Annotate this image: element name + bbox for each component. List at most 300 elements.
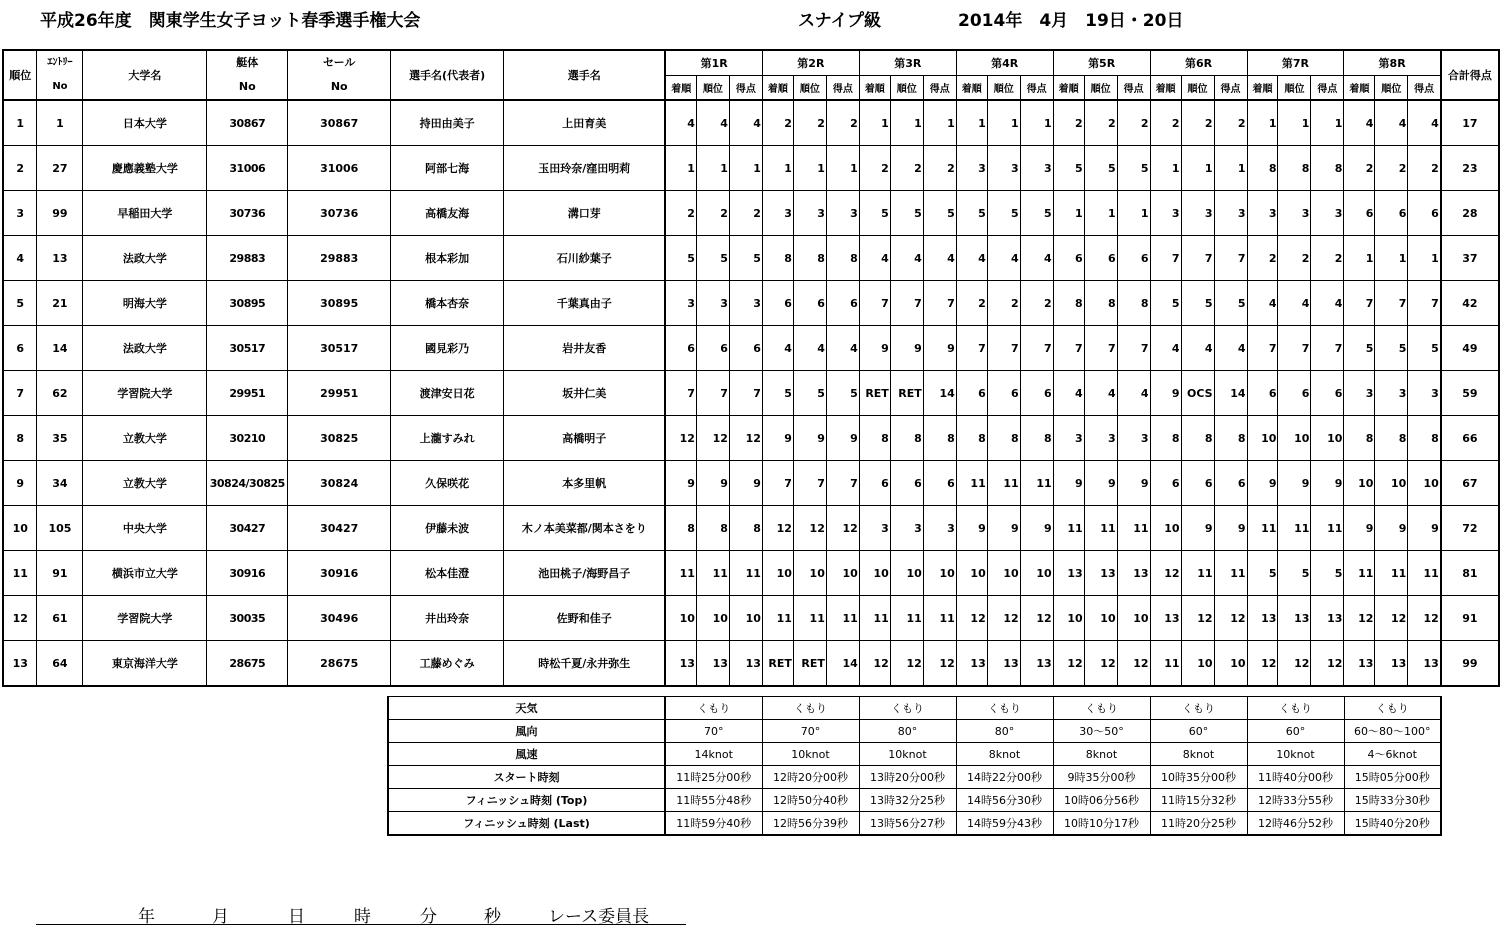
race-8-points-cell: 8: [1408, 416, 1441, 461]
sail-cell: 29951: [288, 371, 391, 416]
race-1-finish-cell: 7: [665, 371, 696, 416]
condition-value: 30～50°: [1053, 720, 1150, 743]
race-6-position-cell: OCS: [1181, 371, 1214, 416]
header-skipper: 選手名(代表者): [391, 50, 504, 100]
race-4-points-cell: 5: [1020, 191, 1053, 236]
race-5-finish-cell: 7: [1053, 326, 1084, 371]
hull-cell: 30210: [207, 416, 288, 461]
race-2-finish-cell: 1: [762, 146, 793, 191]
race-6-points-cell: 8: [1214, 416, 1247, 461]
race-3-points-cell: 8: [923, 416, 956, 461]
condition-value: 70°: [762, 720, 859, 743]
race-4-points-cell: 10: [1020, 551, 1053, 596]
entry-cell: 14: [37, 326, 83, 371]
race-1-points-cell: 10: [729, 596, 762, 641]
result-row: [3, 551, 1499, 596]
condition-value: 11時59分40秒: [665, 812, 762, 836]
rank-cell: 11: [3, 551, 37, 596]
crew-cell: 岩井友香: [504, 326, 666, 371]
condition-value: 60°: [1247, 720, 1344, 743]
total-cell: 42: [1441, 281, 1499, 326]
race-2-position-cell: 12: [793, 506, 826, 551]
race-8-position-cell: 3: [1375, 371, 1408, 416]
race-3-points-cell: 14: [923, 371, 956, 416]
race-4-points-cell: 2: [1020, 281, 1053, 326]
hull-cell: 31006: [207, 146, 288, 191]
race-7-position-cell: 9: [1278, 461, 1311, 506]
race-7-position-cell: 2: [1278, 236, 1311, 281]
race-7-finish-cell: 7: [1247, 326, 1278, 371]
crew-cell: 池田桃子/海野昌子: [504, 551, 666, 596]
sail-cell: 28675: [288, 641, 391, 687]
race-4-finish-cell: 10: [956, 551, 987, 596]
race-7-finish-cell: 2: [1247, 236, 1278, 281]
condition-label: 風速: [388, 743, 665, 766]
race-5-finish-cell: 3: [1053, 416, 1084, 461]
skipper-cell: 根本彩加: [391, 236, 504, 281]
race-5-position-cell: 10: [1084, 596, 1117, 641]
race-2-points-cell: 3: [826, 191, 859, 236]
header-hull-line2: No: [238, 80, 256, 93]
footer-signature-label: レース委員長: [548, 907, 650, 927]
total-cell: 81: [1441, 551, 1499, 596]
race-4-points-cell: 7: [1020, 326, 1053, 371]
race-6-points-cell: 6: [1214, 461, 1247, 506]
condition-row: [388, 812, 1441, 836]
sail-cell: 30496: [288, 596, 391, 641]
race-6-sub-header: 順位: [1181, 76, 1214, 101]
rank-cell: 5: [3, 281, 37, 326]
university-cell: 法政大学: [83, 326, 207, 371]
race-1-position-cell: 8: [696, 506, 729, 551]
race-5-points-cell: 11: [1117, 506, 1150, 551]
result-row: [3, 371, 1499, 416]
race-5-finish-cell: 11: [1053, 506, 1084, 551]
race-3-points-cell: 3: [923, 506, 956, 551]
race-7-points-cell: 3: [1311, 191, 1344, 236]
crew-cell: 坂井仁美: [504, 371, 666, 416]
skipper-cell: 工藤めぐみ: [391, 641, 504, 687]
race-4-finish-cell: 12: [956, 596, 987, 641]
race-2-position-cell: RET: [793, 641, 826, 687]
condition-value: 80°: [859, 720, 956, 743]
race-4-position-cell: 5: [987, 191, 1020, 236]
race-7-finish-cell: 4: [1247, 281, 1278, 326]
footer-hour: 時: [354, 907, 371, 927]
race-6-position-cell: 4: [1181, 326, 1214, 371]
race-7-finish-cell: 3: [1247, 191, 1278, 236]
race-4-position-cell: 7: [987, 326, 1020, 371]
entry-cell: 91: [37, 551, 83, 596]
race-header-7: 第7R: [1247, 50, 1344, 76]
footer-second: 秒: [484, 907, 501, 927]
race-2-finish-cell: 9: [762, 416, 793, 461]
race-7-finish-cell: 8: [1247, 146, 1278, 191]
race-8-position-cell: 12: [1375, 596, 1408, 641]
skipper-cell: 高橋友海: [391, 191, 504, 236]
result-row: [3, 281, 1499, 326]
race-6-finish-cell: 7: [1150, 236, 1181, 281]
sail-cell: 29883: [288, 236, 391, 281]
race-8-position-cell: 8: [1375, 416, 1408, 461]
university-cell: 東京海洋大学: [83, 641, 207, 687]
race-7-sub-header: 着順: [1247, 76, 1278, 101]
class-name: スナイプ級: [798, 11, 881, 31]
race-1-points-cell: 9: [729, 461, 762, 506]
result-row: [3, 641, 1499, 687]
race-4-position-cell: 10: [987, 551, 1020, 596]
rank-cell: 10: [3, 506, 37, 551]
condition-value: くもり: [1053, 697, 1150, 720]
race-5-points-cell: 7: [1117, 326, 1150, 371]
rank-cell: 1: [3, 100, 37, 146]
race-2-finish-cell: 4: [762, 326, 793, 371]
race-3-points-cell: 6: [923, 461, 956, 506]
race-6-position-cell: 1: [1181, 146, 1214, 191]
race-4-finish-cell: 1: [956, 100, 987, 146]
race-2-sub-header: 着順: [762, 76, 793, 101]
race-header-2: 第2R: [762, 50, 859, 76]
race-5-sub-header: 着順: [1053, 76, 1084, 101]
race-1-finish-cell: 5: [665, 236, 696, 281]
result-row: [3, 146, 1499, 191]
condition-value: くもり: [859, 697, 956, 720]
condition-value: 70°: [665, 720, 762, 743]
race-3-finish-cell: 3: [859, 506, 890, 551]
race-8-points-cell: 3: [1408, 371, 1441, 416]
race-6-points-cell: 4: [1214, 326, 1247, 371]
race-6-finish-cell: 13: [1150, 596, 1181, 641]
condition-value: 60°: [1150, 720, 1247, 743]
sail-cell: 30736: [288, 191, 391, 236]
condition-value: 14knot: [665, 743, 762, 766]
race-4-finish-cell: 13: [956, 641, 987, 687]
race-4-points-cell: 1: [1020, 100, 1053, 146]
race-7-finish-cell: 10: [1247, 416, 1278, 461]
race-2-points-cell: 8: [826, 236, 859, 281]
race-4-points-cell: 8: [1020, 416, 1053, 461]
skipper-cell: 久保咲花: [391, 461, 504, 506]
total-cell: 49: [1441, 326, 1499, 371]
race-header-6: 第6R: [1150, 50, 1247, 76]
race-8-position-cell: 4: [1375, 100, 1408, 146]
race-2-position-cell: 11: [793, 596, 826, 641]
race-5-position-cell: 13: [1084, 551, 1117, 596]
total-cell: 23: [1441, 146, 1499, 191]
crew-cell: 千葉真由子: [504, 281, 666, 326]
race-8-position-cell: 1: [1375, 236, 1408, 281]
race-1-finish-cell: 1: [665, 146, 696, 191]
race-8-sub-header: 得点: [1408, 76, 1441, 101]
result-row: [3, 100, 1499, 146]
race-8-finish-cell: 3: [1344, 371, 1375, 416]
race-3-position-cell: 1: [890, 100, 923, 146]
header-entry: [37, 50, 83, 100]
race-5-points-cell: 13: [1117, 551, 1150, 596]
race-8-finish-cell: 1: [1344, 236, 1375, 281]
race-5-finish-cell: 10: [1053, 596, 1084, 641]
rank-cell: 13: [3, 641, 37, 687]
sail-cell: 31006: [288, 146, 391, 191]
crew-cell: 上田育美: [504, 100, 666, 146]
race-7-position-cell: 8: [1278, 146, 1311, 191]
race-4-position-cell: 8: [987, 416, 1020, 461]
race-3-finish-cell: 4: [859, 236, 890, 281]
race-7-position-cell: 7: [1278, 326, 1311, 371]
university-cell: 横浜市立大学: [83, 551, 207, 596]
footer-day: 日: [288, 907, 305, 927]
race-6-finish-cell: 12: [1150, 551, 1181, 596]
race-5-points-cell: 12: [1117, 641, 1150, 687]
race-4-position-cell: 1: [987, 100, 1020, 146]
race-7-finish-cell: 13: [1247, 596, 1278, 641]
total-cell: 17: [1441, 100, 1499, 146]
race-3-position-cell: 9: [890, 326, 923, 371]
race-4-position-cell: 6: [987, 371, 1020, 416]
total-cell: 59: [1441, 371, 1499, 416]
race-5-points-cell: 3: [1117, 416, 1150, 461]
sail-cell: 30825: [288, 416, 391, 461]
event-title: 平成26年度 関東学生女子ヨット春季選手権大会: [40, 11, 421, 31]
race-1-points-cell: 11: [729, 551, 762, 596]
race-1-position-cell: 11: [696, 551, 729, 596]
race-6-finish-cell: 3: [1150, 191, 1181, 236]
total-cell: 99: [1441, 641, 1499, 687]
hull-cell: 30824/30825: [207, 461, 288, 506]
rank-cell: 8: [3, 416, 37, 461]
entry-cell: 13: [37, 236, 83, 281]
race-6-finish-cell: 9: [1150, 371, 1181, 416]
race-5-points-cell: 6: [1117, 236, 1150, 281]
race-8-points-cell: 4: [1408, 100, 1441, 146]
condition-value: くもり: [665, 697, 762, 720]
condition-row: [388, 789, 1441, 812]
race-7-points-cell: 9: [1311, 461, 1344, 506]
total-cell: 67: [1441, 461, 1499, 506]
race-5-position-cell: 12: [1084, 641, 1117, 687]
race-7-points-cell: 2: [1311, 236, 1344, 281]
race-4-points-cell: 13: [1020, 641, 1053, 687]
rank-cell: 6: [3, 326, 37, 371]
race-1-position-cell: 3: [696, 281, 729, 326]
race-3-position-cell: 5: [890, 191, 923, 236]
race-8-finish-cell: 8: [1344, 416, 1375, 461]
entry-cell: 99: [37, 191, 83, 236]
rank-cell: 7: [3, 371, 37, 416]
race-5-finish-cell: 8: [1053, 281, 1084, 326]
race-4-points-cell: 11: [1020, 461, 1053, 506]
race-1-points-cell: 13: [729, 641, 762, 687]
race-1-points-cell: 4: [729, 100, 762, 146]
race-7-finish-cell: 9: [1247, 461, 1278, 506]
condition-value: 11時40分00秒: [1247, 766, 1344, 789]
race-8-position-cell: 2: [1375, 146, 1408, 191]
rank-cell: 12: [3, 596, 37, 641]
race-5-finish-cell: 2: [1053, 100, 1084, 146]
race-3-points-cell: 5: [923, 191, 956, 236]
skipper-cell: 伊藤未波: [391, 506, 504, 551]
race-5-finish-cell: 5: [1053, 146, 1084, 191]
condition-value: 10knot: [762, 743, 859, 766]
race-3-finish-cell: 9: [859, 326, 890, 371]
race-8-position-cell: 6: [1375, 191, 1408, 236]
sail-cell: 30517: [288, 326, 391, 371]
condition-value: 13時32分25秒: [859, 789, 956, 812]
entry-cell: 105: [37, 506, 83, 551]
condition-row: [388, 743, 1441, 766]
condition-label: フィニッシュ時刻 (Last): [388, 812, 665, 836]
hull-cell: 28675: [207, 641, 288, 687]
race-6-position-cell: 2: [1181, 100, 1214, 146]
race-5-points-cell: 1: [1117, 191, 1150, 236]
entry-cell: 64: [37, 641, 83, 687]
race-7-position-cell: 1: [1278, 100, 1311, 146]
skipper-cell: 橋本杏奈: [391, 281, 504, 326]
condition-value: くもり: [956, 697, 1053, 720]
sail-cell: 30916: [288, 551, 391, 596]
skipper-cell: 國見彩乃: [391, 326, 504, 371]
race-1-sub-header: 得点: [729, 76, 762, 101]
race-7-finish-cell: 1: [1247, 100, 1278, 146]
race-4-sub-header: 順位: [987, 76, 1020, 101]
race-2-finish-cell: 8: [762, 236, 793, 281]
university-cell: 慶應義塾大学: [83, 146, 207, 191]
race-3-points-cell: 10: [923, 551, 956, 596]
condition-value: 11時25分00秒: [665, 766, 762, 789]
race-6-points-cell: 1: [1214, 146, 1247, 191]
race-6-finish-cell: 5: [1150, 281, 1181, 326]
condition-value: くもり: [1247, 697, 1344, 720]
crew-cell: 木ノ本美菜都/関本さをり: [504, 506, 666, 551]
footer-year: 年: [138, 907, 155, 927]
header-total: 合計得点: [1441, 50, 1499, 100]
skipper-cell: 阿部七海: [391, 146, 504, 191]
condition-value: 12時56分39秒: [762, 812, 859, 836]
race-2-finish-cell: 3: [762, 191, 793, 236]
race-4-sub-header: 着順: [956, 76, 987, 101]
race-1-finish-cell: 12: [665, 416, 696, 461]
race-5-finish-cell: 9: [1053, 461, 1084, 506]
race-4-position-cell: 12: [987, 596, 1020, 641]
race-6-position-cell: 3: [1181, 191, 1214, 236]
condition-value: 8knot: [1053, 743, 1150, 766]
race-3-points-cell: 9: [923, 326, 956, 371]
condition-row: [388, 720, 1441, 743]
footer-minute: 分: [420, 907, 437, 927]
condition-row: [388, 697, 1441, 720]
race-8-points-cell: 7: [1408, 281, 1441, 326]
race-1-position-cell: 4: [696, 100, 729, 146]
race-4-points-cell: 12: [1020, 596, 1053, 641]
race-7-finish-cell: 5: [1247, 551, 1278, 596]
race-5-position-cell: 5: [1084, 146, 1117, 191]
race-6-position-cell: 9: [1181, 506, 1214, 551]
condition-value: 15時40分20秒: [1344, 812, 1441, 836]
event-date: 2014年 4月 19日・20日: [958, 11, 1184, 31]
race-4-finish-cell: 8: [956, 416, 987, 461]
race-3-finish-cell: 1: [859, 100, 890, 146]
race-3-position-cell: 6: [890, 461, 923, 506]
race-8-finish-cell: 10: [1344, 461, 1375, 506]
race-6-position-cell: 8: [1181, 416, 1214, 461]
condition-value: 12時50分40秒: [762, 789, 859, 812]
race-1-finish-cell: 8: [665, 506, 696, 551]
race-1-finish-cell: 3: [665, 281, 696, 326]
race-3-points-cell: 4: [923, 236, 956, 281]
condition-label: 天気: [388, 697, 665, 720]
race-7-points-cell: 5: [1311, 551, 1344, 596]
race-4-position-cell: 4: [987, 236, 1020, 281]
condition-label: 風向: [388, 720, 665, 743]
race-5-points-cell: 4: [1117, 371, 1150, 416]
race-2-finish-cell: 11: [762, 596, 793, 641]
race-4-points-cell: 4: [1020, 236, 1053, 281]
race-7-finish-cell: 6: [1247, 371, 1278, 416]
hull-cell: 30736: [207, 191, 288, 236]
condition-value: 12時20分00秒: [762, 766, 859, 789]
condition-value: 13時56分27秒: [859, 812, 956, 836]
conditions-table: [387, 696, 1442, 836]
race-3-finish-cell: 11: [859, 596, 890, 641]
condition-value: 14時22分00秒: [956, 766, 1053, 789]
race-1-finish-cell: 4: [665, 100, 696, 146]
race-6-sub-header: 得点: [1214, 76, 1247, 101]
race-8-finish-cell: 7: [1344, 281, 1375, 326]
race-4-sub-header: 得点: [1020, 76, 1053, 101]
crew-cell: 溝口芽: [504, 191, 666, 236]
race-7-position-cell: 13: [1278, 596, 1311, 641]
race-6-points-cell: 14: [1214, 371, 1247, 416]
header-university: 大学名: [83, 50, 207, 100]
condition-value: 11時15分32秒: [1150, 789, 1247, 812]
race-header-3: 第3R: [859, 50, 956, 76]
race-8-points-cell: 2: [1408, 146, 1441, 191]
race-8-points-cell: 13: [1408, 641, 1441, 687]
race-6-points-cell: 11: [1214, 551, 1247, 596]
race-4-position-cell: 9: [987, 506, 1020, 551]
race-1-finish-cell: 11: [665, 551, 696, 596]
race-4-finish-cell: 9: [956, 506, 987, 551]
header-sail-line2: No: [330, 80, 348, 93]
race-6-points-cell: 12: [1214, 596, 1247, 641]
university-cell: 明海大学: [83, 281, 207, 326]
race-6-finish-cell: 11: [1150, 641, 1181, 687]
race-1-position-cell: 1: [696, 146, 729, 191]
condition-value: 12時33分55秒: [1247, 789, 1344, 812]
condition-value: 10時10分17秒: [1053, 812, 1150, 836]
condition-value: 8knot: [956, 743, 1053, 766]
race-4-finish-cell: 11: [956, 461, 987, 506]
race-5-finish-cell: 13: [1053, 551, 1084, 596]
entry-cell: 35: [37, 416, 83, 461]
race-6-position-cell: 7: [1181, 236, 1214, 281]
race-5-sub-header: 得点: [1117, 76, 1150, 101]
race-6-points-cell: 5: [1214, 281, 1247, 326]
race-5-sub-header: 順位: [1084, 76, 1117, 101]
race-6-finish-cell: 10: [1150, 506, 1181, 551]
race-7-finish-cell: 11: [1247, 506, 1278, 551]
race-8-sub-header: 着順: [1344, 76, 1375, 101]
race-6-points-cell: 10: [1214, 641, 1247, 687]
race-1-position-cell: 7: [696, 371, 729, 416]
race-4-position-cell: 13: [987, 641, 1020, 687]
race-4-points-cell: 6: [1020, 371, 1053, 416]
race-3-position-cell: 7: [890, 281, 923, 326]
race-2-position-cell: 1: [793, 146, 826, 191]
race-7-position-cell: 10: [1278, 416, 1311, 461]
race-1-position-cell: 6: [696, 326, 729, 371]
race-4-position-cell: 11: [987, 461, 1020, 506]
